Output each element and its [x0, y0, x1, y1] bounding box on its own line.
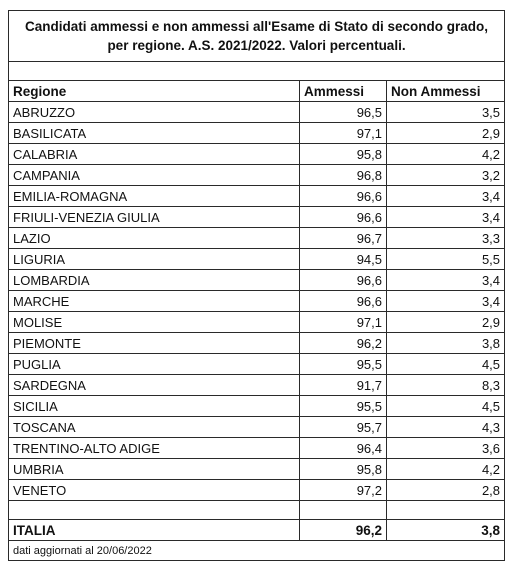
table-row: [9, 249, 505, 270]
total-row: [9, 520, 505, 541]
blank-row: [9, 501, 505, 520]
not-admitted-cell: 4,5: [387, 396, 505, 417]
not-admitted-cell: 3,2: [387, 165, 505, 186]
table-row: [9, 270, 505, 291]
admitted-cell: 91,7: [300, 375, 387, 396]
not-admitted-cell: 5,5: [387, 249, 505, 270]
blank-cell: [300, 501, 387, 520]
region-cell: SICILIA: [9, 396, 300, 417]
region-cell: CAMPANIA: [9, 165, 300, 186]
total-region: ITALIA: [9, 520, 300, 541]
region-cell: UMBRIA: [9, 459, 300, 480]
update-note: dati aggiornati al 20/06/2022: [9, 541, 505, 561]
region-cell: BASILICATA: [9, 123, 300, 144]
header-row: [9, 81, 505, 102]
admitted-cell: 96,4: [300, 438, 387, 459]
table-row: [9, 207, 505, 228]
not-admitted-cell: 3,4: [387, 291, 505, 312]
region-cell: MOLISE: [9, 312, 300, 333]
not-admitted-cell: 2,9: [387, 312, 505, 333]
not-admitted-cell: 3,4: [387, 186, 505, 207]
not-admitted-cell: 2,9: [387, 123, 505, 144]
region-cell: TRENTINO-ALTO ADIGE: [9, 438, 300, 459]
region-cell: EMILIA-ROMAGNA: [9, 186, 300, 207]
not-admitted-cell: 3,4: [387, 207, 505, 228]
not-admitted-cell: 3,5: [387, 102, 505, 123]
table-row: [9, 459, 505, 480]
table-row: [9, 165, 505, 186]
region-cell: MARCHE: [9, 291, 300, 312]
region-cell: CALABRIA: [9, 144, 300, 165]
table-row: [9, 291, 505, 312]
table-title: Candidati ammessi e non ammessi all'Esame di Stato di secondo grado, per regione. A.S. 2021/2022. Valori percentuali.: [9, 11, 505, 62]
region-cell: PIEMONTE: [9, 333, 300, 354]
region-cell: LOMBARDIA: [9, 270, 300, 291]
table-row: [9, 438, 505, 459]
header-admitted: Ammessi: [300, 81, 387, 102]
note-row: [9, 541, 505, 561]
not-admitted-cell: 3,4: [387, 270, 505, 291]
title-row: [9, 11, 505, 62]
table-row: [9, 354, 505, 375]
region-cell: LAZIO: [9, 228, 300, 249]
admitted-cell: 95,8: [300, 144, 387, 165]
table-row: [9, 228, 505, 249]
admitted-cell: 95,5: [300, 354, 387, 375]
admitted-cell: 96,2: [300, 333, 387, 354]
admitted-cell: 95,8: [300, 459, 387, 480]
admitted-cell: 97,2: [300, 480, 387, 501]
admitted-cell: 96,6: [300, 291, 387, 312]
blank-cell: [9, 501, 300, 520]
admitted-cell: 95,7: [300, 417, 387, 438]
header-region: Regione: [9, 81, 300, 102]
blank-cell: [9, 62, 505, 81]
not-admitted-cell: 4,2: [387, 144, 505, 165]
table-row: [9, 333, 505, 354]
admitted-cell: 96,7: [300, 228, 387, 249]
not-admitted-cell: 3,6: [387, 438, 505, 459]
admitted-cell: 97,1: [300, 312, 387, 333]
table-row: [9, 480, 505, 501]
region-cell: ABRUZZO: [9, 102, 300, 123]
table-row: [9, 417, 505, 438]
admitted-cell: 96,5: [300, 102, 387, 123]
table-row: [9, 375, 505, 396]
table-row: [9, 312, 505, 333]
header-not-admitted: Non Ammessi: [387, 81, 505, 102]
not-admitted-cell: 3,8: [387, 333, 505, 354]
table-row: [9, 396, 505, 417]
region-cell: SARDEGNA: [9, 375, 300, 396]
admitted-cell: 94,5: [300, 249, 387, 270]
not-admitted-cell: 4,3: [387, 417, 505, 438]
not-admitted-cell: 8,3: [387, 375, 505, 396]
not-admitted-cell: 2,8: [387, 480, 505, 501]
admitted-cell: 95,5: [300, 396, 387, 417]
not-admitted-cell: 4,5: [387, 354, 505, 375]
total-admitted: 96,2: [300, 520, 387, 541]
results-table: [8, 10, 505, 561]
admitted-cell: 96,6: [300, 186, 387, 207]
blank-cell: [387, 501, 505, 520]
region-cell: FRIULI-VENEZIA GIULIA: [9, 207, 300, 228]
region-cell: LIGURIA: [9, 249, 300, 270]
not-admitted-cell: 3,3: [387, 228, 505, 249]
region-cell: TOSCANA: [9, 417, 300, 438]
region-cell: VENETO: [9, 480, 300, 501]
region-cell: PUGLIA: [9, 354, 300, 375]
total-not-admitted: 3,8: [387, 520, 505, 541]
table-row: [9, 144, 505, 165]
table-row: [9, 186, 505, 207]
admitted-cell: 97,1: [300, 123, 387, 144]
admitted-cell: 96,6: [300, 270, 387, 291]
admitted-cell: 96,8: [300, 165, 387, 186]
not-admitted-cell: 4,2: [387, 459, 505, 480]
table-row: [9, 102, 505, 123]
admitted-cell: 96,6: [300, 207, 387, 228]
blank-row: [9, 62, 505, 81]
table-row: [9, 123, 505, 144]
